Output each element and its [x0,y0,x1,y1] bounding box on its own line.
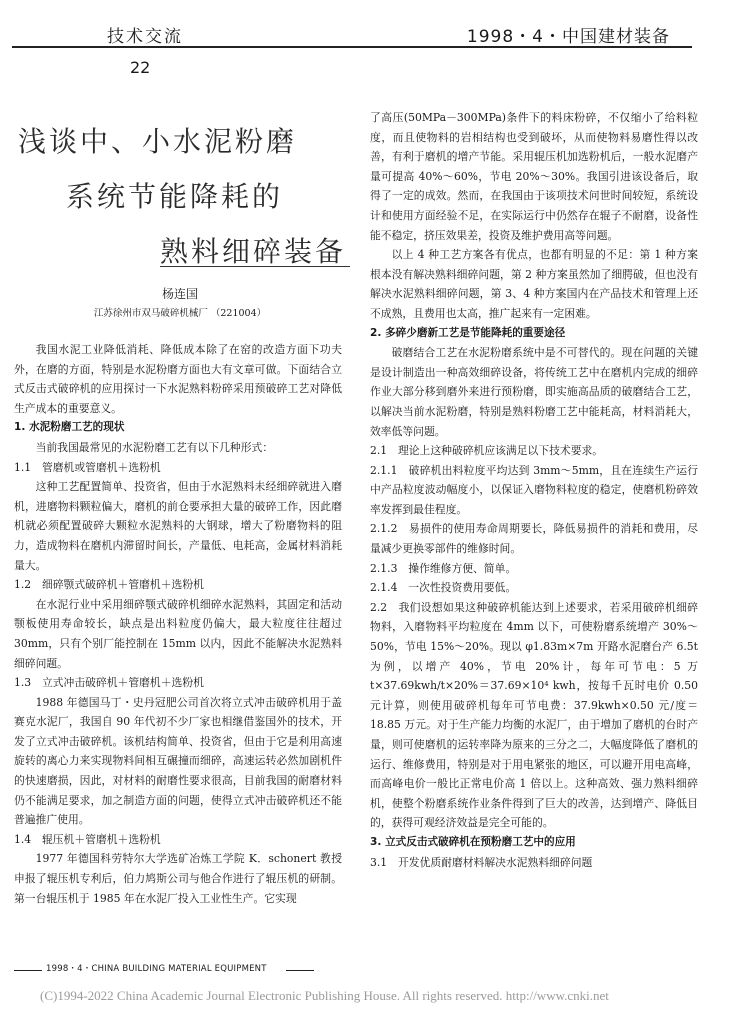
body-paragraph: 以上 4 种工艺方案各有优点，也都有明显的不足：第 1 种方案根本没有解决熟料细碎问题，第 2 种方案虽然加了细腭破，但也没有解决水泥熟料细碎问题，第 3、4 种方案国内在产品技术和管理上还不成熟，且费用也太高，推广起来有一定困难。 [370,248,698,320]
title-underline [160,266,350,267]
body-paragraph: 1988 年德国马丁・史丹冠肥公司首次将立式冲击破碎机用于盖赛克水泥厂，我国自 90 年代初不少厂家也相继借鉴国外的技术，开发了立式冲击破碎机。该机结构简单、投资省，但由于它是利用高速旋转的离心力来实现物料间相互碾撞而细碎，高速运转必然加剧机件的快速磨损，因此，对材料的耐磨性要求很高，目前我国的耐磨材料仍不能满足要求，加之制造方面的问题，使得立式冲击破碎机还不能普遍推广使用。 [14,695,342,827]
subsection-heading: 2.2 我们设想如果这种破碎机能达到上述要求，若采用破碎机细碎物料，入磨物料平均粒度在 4mm 以下，可使粉磨系统增产 30%～50%，节电 15%～20%。现以 φ1.83m×7m 开路水泥磨台产 6.5t 为例，以增产 40%，节电 20%计，每年可节电：5 万 t×37.69kwh/t×20%＝37.69×10⁴ kwh，按每千瓦时电价 0.50 元计算，则使用破碎机每年可节电费：37.9kwh×0.50 元/度＝18.85 万元。对于生产能力均衡的水泥厂，由于增加了磨机的台时产量，则可使磨机的运转率降为原来的三分之二，大幅度降低了磨机的运行、维修费用，特别是对于用电紧张的地区，可以避开用电高峰，而高峰电价一般比正常电价高 1 倍以上。这种高效、强力熟料细碎机，使整个粉磨系统作业条件得到了巨大的改善，达到增产、降低目的，获得可观经济效益是完全可能的。 [370,600,698,830]
page-number: 22 [130,58,151,77]
body-paragraph: 1977 年德国科劳特尔大学选矿冶炼工学院 K．schonert 教授申报了辊压机专利后，伯力鸠斯公司与他合作进行了辊压机的研制。第一台辊压机于 1985 年在水泥厂投入工业性生产。它实现 [14,852,342,905]
subsection-heading: 2.1.2 易损件的使用寿命周期要长，降低易损件的消耗和费用，尽量减少更换零部件的维修时间。 [370,522,698,556]
footer-rule-left [14,970,42,971]
running-header-issue: 1998・4・中国建材装备 [466,27,670,47]
running-header-section: 技术交流 [107,27,183,47]
section-heading: 1. 水泥粉磨工艺的现状 [14,421,125,434]
article-title-line-3: 熟料细碎装备 [160,235,347,268]
subsection-heading: 1.2 细碎颚式破碎机＋管磨机＋选粉机 [14,578,204,592]
section-heading: 3. 立式反击式破碎机在预粉磨工艺中的应用 [370,835,576,848]
subsection-heading: 1.3 立式冲击破碎机＋管磨机＋选粉机 [14,676,204,690]
subsection-heading: 1.1 管磨机或管磨机＋选粉机 [14,460,161,474]
body-paragraph: 在水泥行业中采用细碎颚式破碎机细碎水泥熟料，其固定和活动颚板使用寿命较长，缺点是出料粒度仍偏大，最大粒度往往超过 30mm，只有个别厂能控制在 15mm 以内，因此不能解决水泥熟料细碎问题。 [14,597,342,670]
body-paragraph: 我国水泥工业降低消耗、降低成本除了在窑的改造方面下功夫外，在磨的方面，特别是水泥粉磨方面也大有文章可做。下面结合立式反击式破碎机的应用探讨一下水泥熟料粉碎采用预破碎工艺对降低生产成本的重要意义。 [14,343,342,415]
author-name: 杨连国 [161,287,198,301]
body-paragraph: 当前我国最常见的水泥粉磨工艺有以下几种形式： [35,440,274,454]
footer-journal-line: 1998・4・CHINA BUILDING MATERIAL EQUIPMENT [46,964,267,974]
footer-rule-right [286,970,314,971]
left-text-column [14,340,342,908]
author-affiliation: 江苏徐州市双马破碎机械厂 （221004） [93,308,267,319]
subsection-heading: 1.4 辊压机＋管磨机＋选粉机 [14,832,161,846]
body-paragraph: 破磨结合工艺在水泥粉磨系统中是不可替代的。现在问题的关键是设计制造出一种高效细碎设备，将传统工艺中在磨机内完成的细碎作业大部分移到磨外来进行预粉磨，即实施高品质的破磨结合工艺，以解决当前水泥粉磨，特别是熟料粉磨工艺中能耗高，材料消耗大，效率低等问题。 [370,346,698,438]
header-rule [12,46,692,48]
subsection-heading: 3.1 开发优质耐磨材料解决水泥熟料细碎问题 [370,855,593,869]
article-title-line-2: 系统节能降耗的 [66,180,284,213]
section-heading: 2. 多碎少磨新工艺是节能降耗的重要途径 [370,326,566,339]
body-paragraph: 这种工艺配置简单、投资省，但由于水泥熟料未经细碎就进入磨机，进磨物料颗粒偏大，磨机的前仓要承担大量的破碎工作，因此磨机就必须配置破碎大颗粒水泥熟料的大钢球，增大了粉磨物料的阻力，造成物料在磨机内滞留时间长，产量低、电耗高，金属材料消耗量大。 [14,480,342,572]
subsection-heading: 2.1.4 一次性投资费用要低。 [370,581,517,595]
article-title-line-1: 浅谈中、小水泥粉磨 [18,125,298,158]
subsection-heading: 2.1 理论上这种破碎机应该满足以下技术要求。 [370,444,604,458]
subsection-heading: 2.1.3 操作维修方便、简单。 [370,561,517,575]
copyright-watermark: (C)1994-2022 China Academic Journal Electronic Publishing House. All rights reserved. http://www.cnki.net [40,988,609,1003]
body-paragraph: 了高压(50MPa－300MPa)条件下的料床粉碎，不仅缩小了给料粒度，而且使物料的岩相结构也受到破坏，从而使物料易磨性得以改善，有利于磨机的增产节能。采用辊压机加选粉机后，一般水泥磨产量可提高 40%～60%，节电 20%～30%。我国引进该设备后，取得了一定的成效。然而，在我国由于该项技术问世时间较短，系统设计和使用方面经验不足，在实际运行中仍然存在辊子不耐磨，设备性能不稳定，挤压效果差，投资及维护费用高等问题。 [370,111,698,242]
right-text-column [370,108,698,872]
subsection-heading: 2.1.1 破碎机出料粒度平均达到 3mm～5mm，且在连续生产运行中产品粒度波动幅度小，以保证入磨物料粒度的稳定，使磨机粉碎效率发挥到最佳程度。 [370,463,698,516]
